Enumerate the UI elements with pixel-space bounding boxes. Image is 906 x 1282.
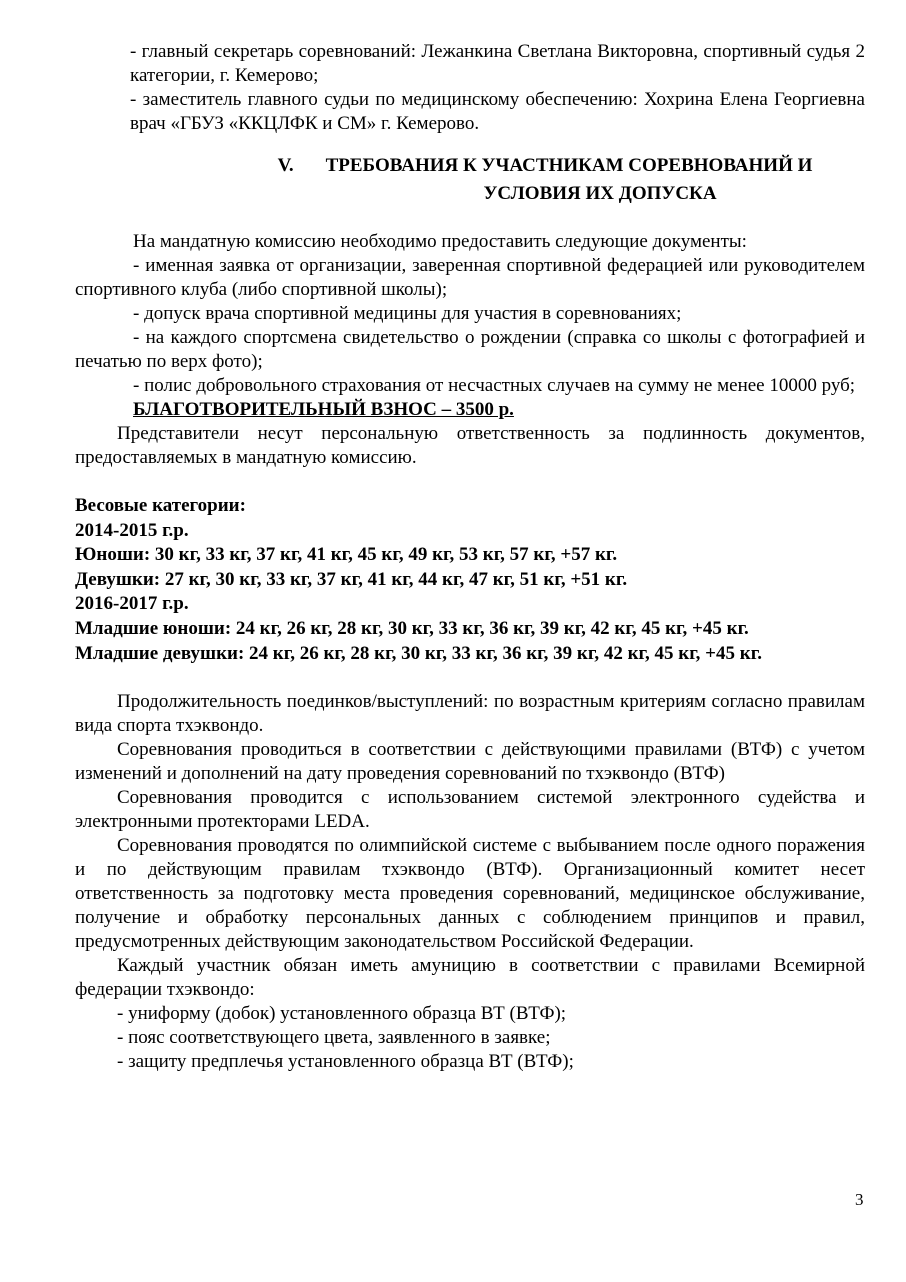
charity-fee: БЛАГОТВОРИТЕЛЬНЫЙ ВЗНОС – 3500 р.: [133, 399, 514, 420]
equip-item-1: - униформу (добок) установленного образца ВТ (ВТФ);: [117, 1003, 567, 1025]
weights-group2-girls: Младшие девушки: 24 кг, 26 кг, 28 кг, 30 кг, 33 кг, 36 кг, 39 кг, 42 кг, 45 кг, +45 кг.: [75, 642, 762, 664]
doc-item-2: - допуск врача спортивной медицины для участия в соревнованиях;: [133, 303, 682, 324]
doc-item-3: - на каждого спортсмена свидетельство о рождении (справка со школы с фотографией и печатью по верх фото);: [75, 327, 865, 372]
weights-group1-years: 2014-2015 г.р.: [75, 519, 189, 541]
page-content: [75, 40, 865, 1074]
section-heading: [75, 152, 865, 208]
page-number: 3: [855, 1190, 864, 1209]
doc-item-1: - именная заявка от организации, заверенная спортивной федерацией или руководителем спортивного клуба (либо спортивной школы);: [75, 255, 865, 300]
weights-group1-girls: Девушки: 27 кг, 30 кг, 33 кг, 37 кг, 41 кг, 44 кг, 47 кг, 51 кг, +51 кг.: [75, 568, 628, 590]
doc-item-4: - полис добровольного страхования от несчастных случаев на сумму не менее 10000 руб;: [133, 375, 856, 396]
section-number: V.: [277, 155, 294, 176]
weights-heading: Весовые категории:: [75, 495, 246, 516]
weights-group2-years: 2016-2017 г.р.: [75, 593, 189, 615]
weights-group1-boys: Юноши: 30 кг, 33 кг, 37 кг, 41 кг, 45 кг, 49 кг, 53 кг, 57 кг, +57 кг.: [75, 544, 618, 566]
docs-lead: На мандатную комиссию необходимо предоставить следующие документы:: [133, 231, 747, 252]
intro-secretary: - главный секретарь соревнований: Лежанкина Светлана Викторовна, спортивный судья 2 категории, г. Кемерово;: [130, 41, 865, 86]
responsibility-note: Представители несут персональную ответственность за подлинность документов, предоставляемых в мандатную комиссию.: [75, 423, 865, 468]
weight-categories: [75, 494, 865, 666]
rules-wtf: Соревнования проводиться в соответствии с действующими правилами (ВТФ) с учетом изменений и дополнений на дату проведения соревнований по тхэквондо (ВТФ): [75, 739, 865, 785]
weights-group2-boys: Младшие юноши: 24 кг, 26 кг, 28 кг, 30 кг, 33 кг, 36 кг, 39 кг, 42 кг, 45 кг, +45 кг.: [75, 617, 749, 639]
rules-olympic-system: Соревнования проводятся по олимпийской системе с выбыванием после одного поражения и по действующим правилам тхэквондо (ВТФ). Организационный комитет несет ответственность за подготовку места проведения соревнований, медицинское обслуживание, получение и обработку персональных данных с соблюдением принципов и правил, предусмотренных действующим законодательством Российской Федерации.: [75, 835, 865, 953]
section-title-line1: ТРЕБОВАНИЯ К УЧАСТНИКАМ СОРЕВНОВАНИЙ И: [325, 155, 813, 176]
rules-equipment-lead: Каждый участник обязан иметь амуницию в соответствии с правилами Всемирной федерации тхэквондо:: [75, 955, 865, 1001]
equip-item-2: - пояс соответствующего цвета, заявленного в заявке;: [117, 1027, 551, 1049]
section-title-line2: УСЛОВИЯ ИХ ДОПУСКА: [483, 183, 717, 204]
intro-deputy-medical: - заместитель главного судьи по медицинскому обеспечению: Хохрина Елена Георгиевна врач «ГБУЗ «ККЦЛФК и СМ» г. Кемерово.: [130, 89, 865, 134]
rules-duration: Продолжительность поединков/выступлений: по возрастным критериям согласно правилам вида спорта тхэквондо.: [75, 691, 865, 737]
rules-electronic-scoring: Соревнования проводится с использованием системой электронного судейства и электронными протекторами LEDA.: [75, 787, 865, 833]
equip-item-3: - защиту предплечья установленного образца ВТ (ВТФ);: [117, 1051, 574, 1073]
